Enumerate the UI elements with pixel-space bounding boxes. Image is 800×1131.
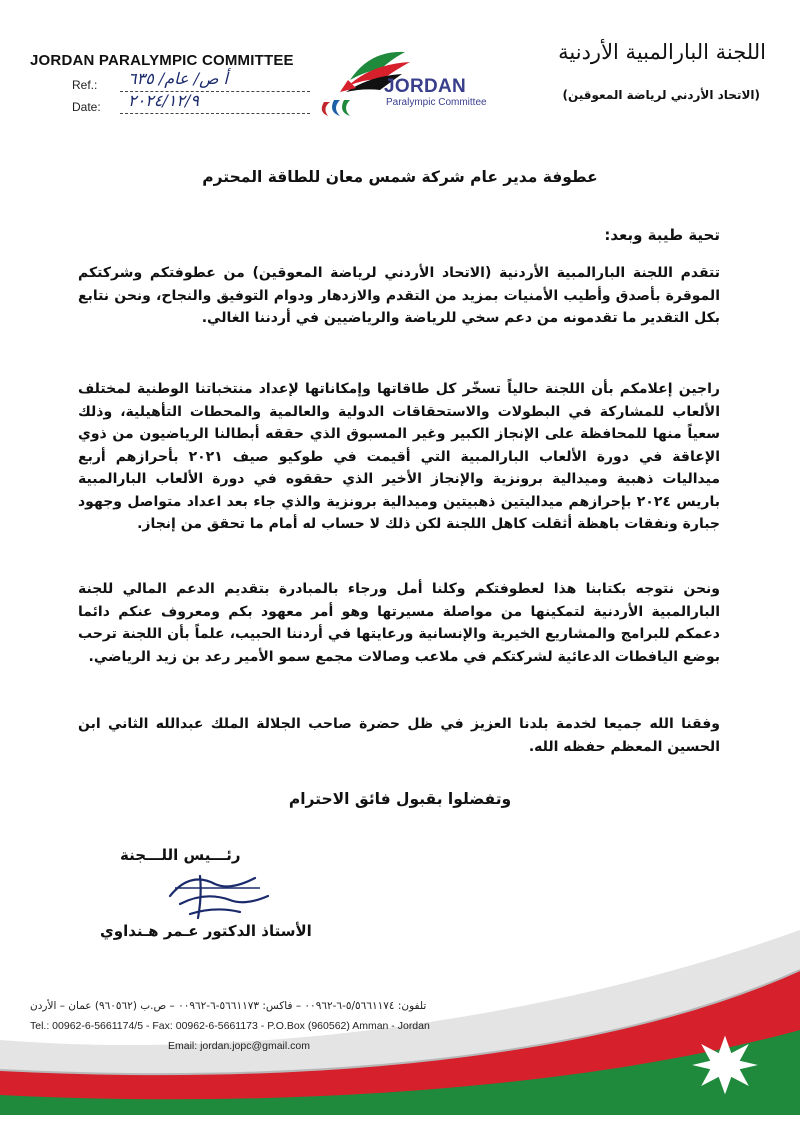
recipient-line: عطوفة مدير عام شركة شمس معان للطاقة المحترم — [202, 168, 598, 186]
paragraph-1: تتقدم اللجنة البارالمبية الأردنية (الاتحاد الأردني لرياضة المعوقين) من عطوفتكم وشركتكم الموقرة بأصدق وأطيب الأمنيات بمزيد من التقدم والازدهار ودوام التوفيق والنجاح، ونحن نتابع بكل التقدير ما تقدمونه من دعم سخي للرياضة والرياضيين في أردننا الغالي. — [78, 265, 720, 326]
contact-email: Email: jordan.jopc@gmail.com — [168, 1040, 310, 1052]
date-value: ٢٠٢٤/١٢/٩ — [128, 91, 199, 110]
jordan-flag-star-icon — [690, 1030, 760, 1100]
date-row — [72, 91, 322, 118]
logo-title: JORDAN — [384, 76, 467, 97]
org-name-ar: اللجنة البارالمبية الأردنية — [558, 40, 766, 64]
paragraph-4: وفقنا الله جميعا لخدمة بلدنا العزيز في ظل حضرة صاحب الجلالة الملك عبدالله الثاني ابن الحسين المعظم حفظه الله. — [78, 716, 720, 755]
date-label: Date: — [72, 100, 101, 114]
closing-line: وتفضلوا بقبول فائق الاحترام — [288, 790, 512, 808]
paragraph-2: راجين إعلامكم بأن اللجنة حالياً تسخّر كل طاقاتها وإمكاناتها لإعداد منتخباتنا الوطنية لمختلف الألعاب للمشاركة في البطولات والاستحقاقات الدولية والعالمية والمحطات التأهيلية، وذلك سعياً منها للمحافظة على الإنجاز الكبير وغير المسبوق الذي حققه أبطالنا الرياضيون من ذوي الإعاقة في دورة الألعاب البارالمبية التي أقيمت في طوكيو صيف ٢٠٢١ بأحرازهم أربع ميداليات ذهبية وميدالية برونزية والإنجاز الأخير الذي حققوه في دورة الألعاب البارالمبية باريس ٢٠٢٤ بإحرازهم ميداليتين ذهبيتين وميدالية برونزية والذي جاء بعد اعداد متواصل وجهود جبارة ونفقات باهظة أثقلت كاهل اللجنة لكن ذلك لا حساب له أمام ما تحقق من إنجاز. — [78, 381, 720, 532]
contact-english: Tel.: 00962-6-5661174/5 - Fax: 00962-6-5661173 - P.O.Box (960562) Amman - Jordan — [30, 1020, 430, 1032]
date-line — [120, 113, 310, 114]
paragraph-3: ونحن نتوجه بكتابنا هذا لعطوفتكم وكلنا أمل ورجاء بالمبادرة بتقديم الدعم المالي للجنة البارالمبية الأردنية لتمكينها من مواصلة مسيرتها وهو أمر معهود بكم ومعروف عنكم دائما دعمكم للبرامج والمشاريع الخيرية والإنسانية ورعايتها في أردننا الحبيب، علماً بأن اللجنة ترحب بوضع اليافطات الدعائية لشركتكم في ملاعب وصالات مجمع سمو الأمير رعد بن زيد الرياضي. — [78, 581, 720, 665]
org-name-en: JORDAN PARALYMPIC COMMITTEE — [30, 52, 294, 69]
signatory-name: الأستاذ الدكتور عـمر هـنداوي — [100, 922, 312, 940]
org-name-ar-sub: (الاتحاد الأردني لرياضة المعوقين) — [562, 88, 760, 102]
logo-subtitle: Paralympic Committee — [386, 97, 487, 108]
signatory-title: رئـــيس اللـــجنة — [120, 846, 241, 864]
signature-icon — [160, 866, 280, 926]
contact-arabic: تلفون: ٥/٥٦٦١١٧٤-٦-٠٠٩٦٢ – فاكس: ٥٦٦١١٧٣-٦-٠٠٩٦٢ – ص.ب (٩٦٠٥٦٢) عمان – الأردن — [30, 1000, 427, 1012]
greeting: تحية طيبة وبعد: — [604, 226, 720, 244]
ref-value: أ ص/ عام/ ٦٣٥ — [128, 69, 228, 88]
ref-label: Ref.: — [72, 78, 98, 92]
